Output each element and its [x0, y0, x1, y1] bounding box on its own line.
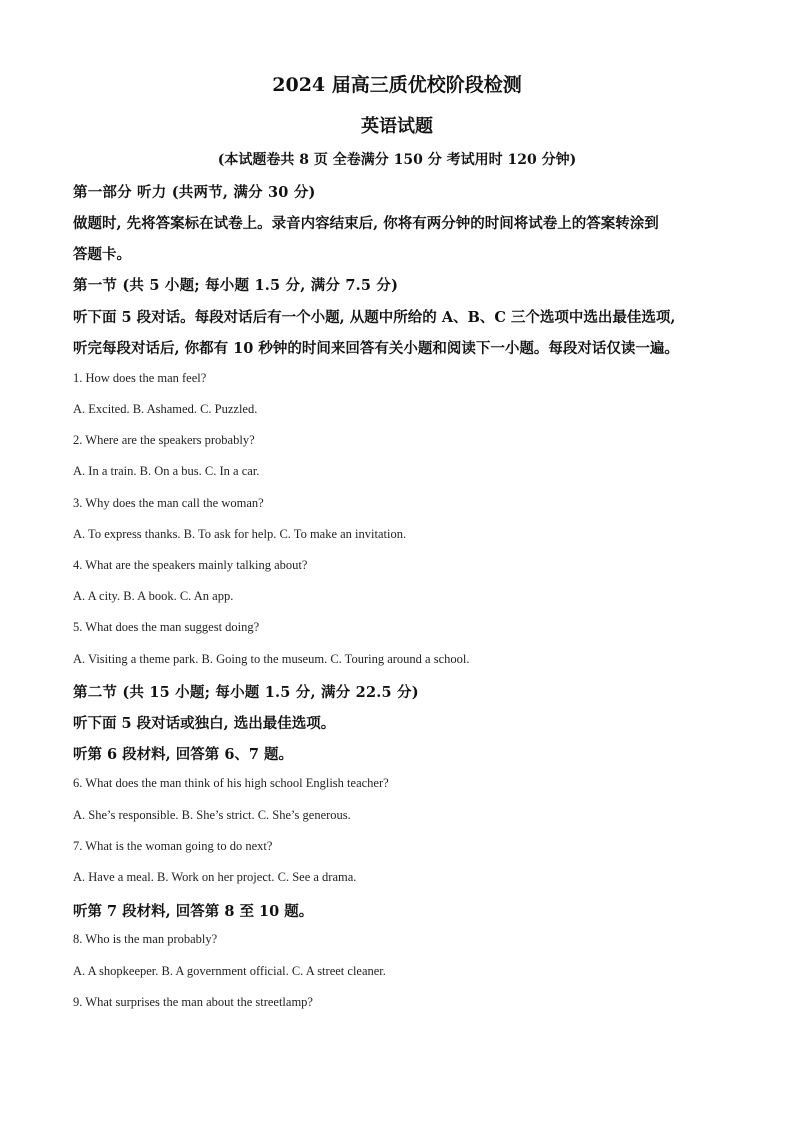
- subject-title: 英语试题: [361, 116, 433, 137]
- exam-info: (本试题卷共 8 页 全卷满分 150 分 考试用时 120 分钟): [217, 152, 577, 168]
- options-5: A. Visiting a theme park. B. Going to the museum. C. Touring around a school.: [73, 652, 470, 666]
- options-3: A. To express thanks. B. To ask for help. C. To make an invitation.: [73, 527, 407, 541]
- part1-heading: 第一部分 听力 (共两节, 满分 30 分): [73, 184, 316, 201]
- question-7: 7. What is the woman going to do next?: [73, 839, 273, 853]
- section2-instruction: 听下面 5 段对话或独白, 选出最佳选项。: [73, 715, 336, 732]
- section2-heading: 第二节 (共 15 小题; 每小题 1.5 分, 满分 22.5 分): [73, 684, 419, 701]
- material-7-heading: 听第 7 段材料, 回答第 8 至 10 题。: [73, 903, 314, 920]
- question-1: 1. How does the man feel?: [73, 371, 207, 385]
- question-9: 9. What surprises the man about the streetlamp?: [73, 995, 313, 1009]
- question-6: 6. What does the man think of his high school English teacher?: [73, 776, 389, 790]
- options-8: A. A shopkeeper. B. A government official. C. A street cleaner.: [73, 964, 386, 978]
- section1-instruction-line2: 听完每段对话后, 你都有 10 秒钟的时间来回答有关小题和阅读下一小题。每段对话仅读一遍。: [73, 340, 679, 357]
- part1-instruction-line2: 答题卡。: [73, 246, 131, 263]
- question-4: 4. What are the speakers mainly talking about?: [73, 558, 308, 572]
- options-4: A. A city. B. A book. C. An app.: [73, 589, 234, 603]
- exam-title: 2024 届高三质优校阶段检测: [272, 74, 522, 96]
- options-6: A. She’s responsible. B. She’s strict. C. She’s generous.: [73, 808, 351, 822]
- material-6-heading: 听第 6 段材料, 回答第 6、7 题。: [73, 746, 294, 763]
- question-2: 2. Where are the speakers probably?: [73, 433, 255, 447]
- options-2: A. In a train. B. On a bus. C. In a car.: [73, 464, 260, 478]
- options-7: A. Have a meal. B. Work on her project. C. See a drama.: [73, 870, 357, 884]
- section1-heading: 第一节 (共 5 小题; 每小题 1.5 分, 满分 7.5 分): [73, 277, 399, 294]
- part1-instruction-line1: 做题时, 先将答案标在试卷上。录音内容结束后, 你将有两分钟的时间将试卷上的答案转涂到: [73, 215, 659, 232]
- question-5: 5. What does the man suggest doing?: [73, 620, 260, 634]
- question-8: 8. Who is the man probably?: [73, 932, 218, 946]
- section1-instruction-line1: 听下面 5 段对话。每段对话后有一个小题, 从题中所给的 A、B、C 三个选项中选出最佳选项,: [73, 309, 676, 326]
- options-1: A. Excited. B. Ashamed. C. Puzzled.: [73, 402, 258, 416]
- question-3: 3. Why does the man call the woman?: [73, 496, 264, 510]
